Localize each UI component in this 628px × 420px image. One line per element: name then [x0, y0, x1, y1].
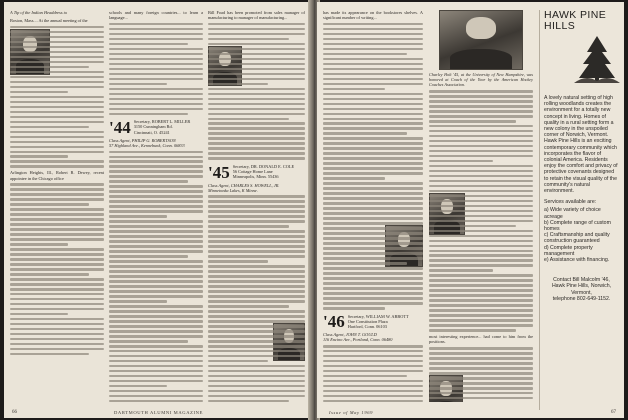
page-number: 67 [611, 410, 616, 415]
class-46-heading [323, 314, 423, 330]
right-column-2 [429, 10, 533, 402]
class-year: '45 [208, 162, 230, 182]
class-year: '44 [109, 117, 131, 137]
left-column-1 [10, 10, 104, 402]
class-year: '46 [323, 312, 345, 332]
class-agent-address: Minnetonka Lakes, K Minne. [208, 187, 258, 193]
class-agent: Class Agent, JOHN T. GOULD [323, 332, 377, 338]
secretary-address: One Constitution Plaza [347, 318, 388, 324]
ad-title: HAWK PINE HILLS [544, 9, 607, 32]
class-44-heading [109, 119, 203, 135]
intro-caption: A Tip of the Indian Headdress to [10, 10, 68, 15]
ad-contact [544, 277, 619, 302]
secretary-city: Minneapolis, Minn. 55436 [232, 174, 279, 180]
ad-services-list [544, 207, 619, 263]
secretary-city: Cincinnati, O. 45241 [133, 129, 170, 135]
class-agent: Class Agent, PHILIP G. ROBERTSON [109, 137, 176, 143]
ad-contact-line: telephone 802-649-1152. [552, 295, 611, 302]
right-page [317, 2, 624, 418]
class-agent-address: 116 Encino Ave., Portland, Conn. 06480 [323, 337, 393, 343]
right-column-1 [323, 10, 423, 402]
column-text: Boston, Mass.... At the annual meeting of the [10, 18, 88, 24]
column-text: has made its appearance on the bookstores shelves. A significant number of writing... [323, 10, 423, 21]
hawk-pine-hills-ad [539, 10, 619, 410]
ad-service-item: a) Wide variety of choice acreage [544, 207, 601, 220]
ad-services-heading: Services available are: [544, 199, 597, 206]
class-agent-address: 57 Highland Ave., Kennebunk, Conn. 06833 [109, 142, 185, 148]
left-page [4, 2, 311, 418]
page-number: 66 [12, 410, 17, 415]
photo-caption: Charley Holt '45, at the University of New Hampshire, was honored at Coach of the Year by the American Hockey Coaches Association. [429, 72, 533, 87]
coach-photo [439, 10, 523, 70]
secretary-name: Secretary, WILLIAM W. ABBOTT [347, 313, 409, 319]
class-45-heading [208, 164, 305, 180]
issue-footer: Issue of May 1969 [329, 410, 374, 415]
ad-service-item: d) Complete property management [544, 244, 593, 257]
column-text: Arlington Heights, Ill., Robert R. Dewey, recent appointee in the Chicago office [10, 170, 104, 181]
ad-service-item: b) Complete range of custom homes [544, 219, 611, 233]
ad-intro: A lovely natural setting of high rolling woodlands creates the environment for a totally new concept in living. Homes of quality in a rural setting form a new colony in the unspoiled corner of Norwich, Vermont. Hawk Pine Hills is an exciting contemporary community which incorporates the flavor of colonial America. Residents enjoy the comfort and privacy of protective covenants designed to retain the visual quality of the community's natural environment. [544, 95, 618, 195]
column-text: Bill Foad has been promoted from sales manager of manufacturing to manager of manufacturing... [208, 10, 305, 21]
secretary-city: Hartford, Conn. 06103 [347, 323, 387, 329]
pine-tree-hills-logo [574, 34, 620, 84]
column-text: most interesting experience... had come to him from the positions. [429, 334, 533, 345]
left-column-2 [109, 10, 203, 402]
ad-contact-line: Hawk Pine Hills, Norwich, Vermont, [551, 283, 612, 296]
portrait-photo [429, 193, 465, 235]
ad-service-item: e) Assistance with financing. [544, 257, 610, 264]
left-column-3 [208, 10, 305, 402]
secretary-name: Secretary, DR. DONALD E. COLE [232, 163, 295, 169]
secretary-address: 3150 Cunningham Rd. [133, 124, 173, 130]
class-agent: Class Agent, CHARLES S. HOWELL, JR. [208, 182, 280, 188]
secretary-name: Secretary, ROBERT L. MILLER [133, 119, 191, 125]
magazine-footer: DARTMOUTH ALUMNI MAGAZINE [114, 410, 203, 415]
column-text: schools and many foreign countries... to learn a language... [109, 10, 203, 21]
ad-contact-line: Contact Bill Malcolm '46, [553, 277, 610, 284]
secretary-address: 56 Cottage Home Lane [232, 169, 273, 175]
ad-service-item: c) Craftsmanship and quality construction guaranteed [544, 232, 610, 245]
